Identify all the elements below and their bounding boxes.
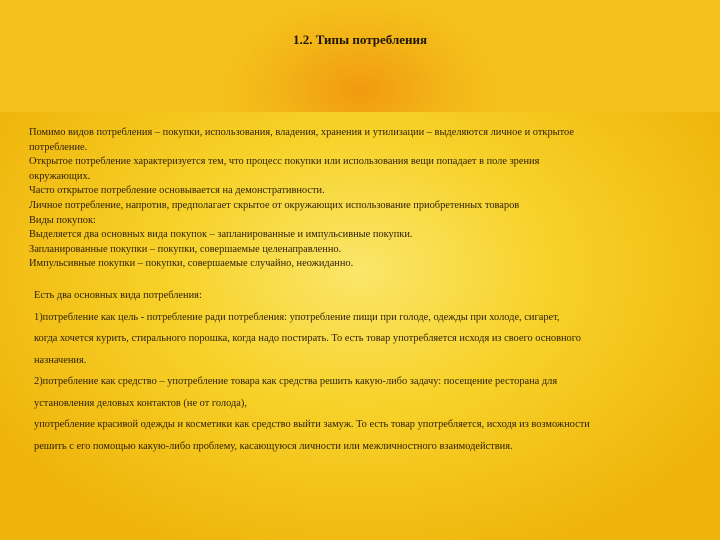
paragraph-line: употребление красивой одежды и косметики как средство выйти замуж. То есть товар употребляется, исходя из возможности — [34, 419, 590, 430]
paragraph-line: Личное потребление, напротив, предполагает скрытое от окружающих использование приобретенных товаров — [29, 199, 520, 211]
paragraph-line: Есть два основных вида потребления: — [34, 290, 202, 301]
paragraph-line: 2)потребление как средство – употребление товара как средства решить какую-либо задачу: посещение ресторана для — [34, 376, 558, 387]
paragraph-line: Запланированные покупки – покупки, совершаемые целенаправленно. — [29, 243, 342, 255]
paragraph-line: решить с его помощью какую-либо проблему, касающуюся личности или межличностного взаимодействия. — [34, 440, 513, 452]
paragraph-line: Выделяется два основных вида покупок – запланированные и импульсивные покупки. — [29, 229, 413, 241]
paragraph-line: Помимо видов потребления – покупки, использования, владения, хранения и утилизации – выделяются личное и открытое — [29, 127, 574, 138]
slide-title: 1.2. Типы потребления — [292, 32, 428, 47]
paragraph-line: установления деловых контактов (не от голода), — [34, 397, 247, 409]
paragraph-line: Виды покупок: — [29, 214, 96, 226]
paragraph-line: когда хочется курить, стирального порошка, когда надо постирать. То есть товар употребляется исходя из своего основного — [34, 333, 581, 344]
paragraph-line: Импульсивные покупки – покупки, совершаемые случайно, неожиданно. — [29, 258, 354, 270]
paragraph-line: назначения. — [34, 354, 87, 366]
paragraph-line: Открытое потребление характеризуется тем, что процесс покупки или использования вещи попадает в поле зрения — [29, 156, 540, 168]
paragraph-line: потребление. — [29, 141, 88, 153]
paragraph-line: 1)потребление как цель - потребление ради потребления: употребление пищи при голоде, одежды при холоде, сигарет, — [34, 311, 560, 323]
paragraph-line: окружающих. — [29, 170, 91, 182]
title-band — [0, 0, 720, 112]
text-block-consumption-kinds — [34, 285, 684, 457]
paragraph-line: Часто открытое потребление основывается на демонстративности. — [29, 185, 325, 197]
text-block-consumption-types — [29, 126, 679, 272]
